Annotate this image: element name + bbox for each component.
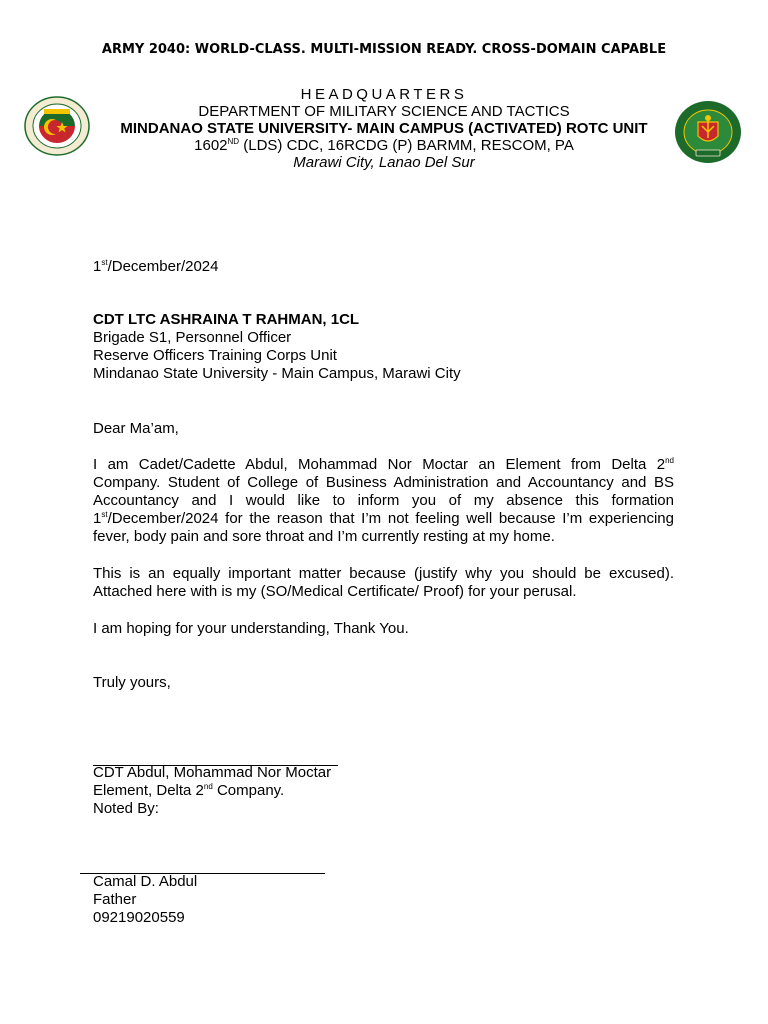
body-paragraph-3: I am hoping for your understanding, Thank You. bbox=[93, 620, 409, 637]
army-motto: ARMY 2040: WORLD-CLASS. MULTI-MISSION READY. CROSS-DOMAIN CAPABLE bbox=[101, 42, 667, 57]
department-name: DEPARTMENT OF MILITARY SCIENCE AND TACTICS bbox=[198, 103, 570, 120]
closing: Truly yours, bbox=[93, 674, 171, 691]
signatory-role: Element, Delta 2nd Company. bbox=[93, 782, 285, 799]
headquarters-heading: HEADQUARTERS bbox=[300, 86, 468, 103]
recipient-name: CDT LTC ASHRAINA T RAHMAN, 1CL bbox=[93, 311, 360, 328]
recipient-position: Brigade S1, Personnel Officer bbox=[93, 329, 292, 346]
unit-city: Marawi City, Lanao Del Sur bbox=[293, 154, 475, 171]
signatory-name: CDT Abdul, Mohammad Nor Moctar bbox=[93, 764, 332, 781]
body-paragraph-2: This is an equally important matter because (justify why you should be excused). Attached here with is my (SO/Medical Certificate/ Proof) for your perusal. bbox=[93, 565, 674, 600]
unit-designation: 1602ND (LDS) CDC, 16RCDG (P) BARMM, RESCOM, PA bbox=[194, 137, 574, 154]
guardian-relation: Father bbox=[93, 891, 137, 908]
guardian-name: Camal D. Abdul bbox=[93, 873, 198, 890]
guardian-phone: 09219020559 bbox=[93, 909, 185, 926]
body-paragraph-1: I am Cadet/Cadette Abdul, Mohammad Nor Moctar an Element from Delta 2nd Company. Student of College of Business Administration and Accountancy and BS Accountancy and I would like to inform you of my absence this formation 1st/December/2024 for the reason that I’m not feeling well because I’m experiencing fever, body pain and sore throat and I’m currently resting at my home. bbox=[93, 456, 674, 545]
recipient-address: Mindanao State University - Main Campus, Marawi City bbox=[93, 365, 461, 382]
recipient-unit: Reserve Officers Training Corps Unit bbox=[93, 347, 337, 364]
university-unit-name: MINDANAO STATE UNIVERSITY- MAIN CAMPUS (ACTIVATED) ROTC UNIT bbox=[120, 120, 648, 137]
rotc-unit-seal-icon bbox=[24, 96, 90, 156]
letter-date: 1st/December/2024 bbox=[93, 258, 219, 275]
noted-by-label: Noted By: bbox=[93, 800, 159, 817]
salutation: Dear Ma’am, bbox=[93, 420, 179, 437]
army-rotc-seal-icon bbox=[674, 100, 742, 164]
